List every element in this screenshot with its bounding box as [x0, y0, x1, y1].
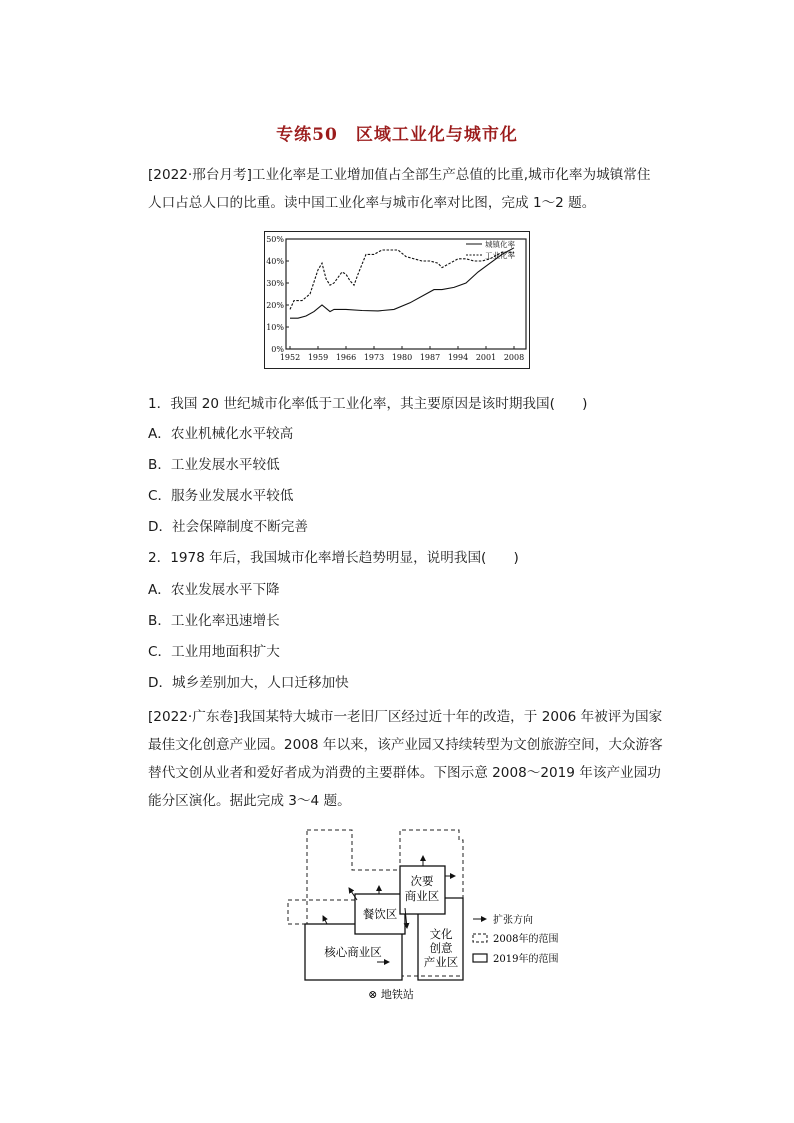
label-secondary-1: 次要 [410, 874, 434, 888]
intro-paragraph-2 [148, 703, 664, 815]
y-tick-label: 0% [271, 345, 284, 354]
metro-station-label: ⊗ 地铁站 [368, 988, 414, 1001]
y-tick-label: 50% [266, 235, 284, 244]
y-tick-label: 10% [266, 323, 284, 332]
intro-source-1: [2022·邢台月考] [148, 167, 252, 183]
legend-2008-swatch [473, 934, 487, 942]
x-tick-label: 1973 [363, 353, 385, 362]
x-tick-label: 1994 [447, 353, 469, 362]
intro-text-2: 我国某特大城市一老旧厂区经过近十年的改造，于 2006 年被评为国家最佳文化创意产业园。2008 年以来，该产业园又持续转型为文创旅游空间，大众游客替代文创从业者和爱好者成为消费的主要群体。下图示意 2008～2019 年该产业园功能分区演化。据此完成 3～4 题。 [148, 709, 663, 809]
intro-text-1: 工业化率是工业增加值占全部生产总值的比重,城市化率为城镇常住人口占总人口的比重。读中国工业化率与城市化率对比图，完成 1～2 题。 [148, 167, 651, 211]
question-2-option-c[interactable]: C．工业用地面积扩大 [148, 644, 280, 660]
legend-2019-swatch [473, 954, 487, 962]
x-tick-label: 1952 [279, 353, 301, 362]
legend-arrow-label: 扩张方向 [493, 915, 533, 926]
question-2-option-d[interactable]: D．城乡差别加大，人口迁移加快 [148, 675, 349, 691]
question-1-option-b[interactable]: B．工业发展水平较低 [148, 457, 280, 473]
label-dining: 餐饮区 [362, 907, 398, 921]
x-tick-label: 1959 [307, 353, 329, 362]
y-tick-label: 40% [266, 257, 284, 266]
label-creative-3: 产业区 [423, 955, 459, 969]
label-creative-1: 文化 [429, 927, 453, 941]
y-tick-label: 20% [266, 301, 284, 310]
question-1-option-c[interactable]: C．服务业发展水平较低 [148, 488, 294, 504]
x-tick-label: 1987 [419, 353, 441, 362]
intro-paragraph-1 [148, 161, 664, 217]
y-tick-label: 30% [266, 279, 284, 288]
zone-diagram-svg [285, 828, 570, 1004]
label-creative-2: 创意 [429, 941, 453, 955]
label-secondary-2: 商业区 [404, 889, 440, 903]
question-1-stem: 1．我国 20 世纪城市化率低于工业化率，其主要原因是该时期我国( ) [148, 396, 588, 412]
x-tick-label: 1966 [335, 353, 357, 362]
question-1-option-a[interactable]: A．农业机械化水平较高 [148, 426, 294, 442]
question-2-stem: 2．1978 年后，我国城市化率增长趋势明显，说明我国( ) [148, 550, 519, 566]
intro-source-2: [2022·广东卷] [148, 709, 239, 725]
legend-2008-label: 2008年的范围 [493, 934, 559, 945]
legend-label-2: 工业化率 [485, 251, 515, 260]
series-line-1 [290, 248, 514, 318]
x-tick-label: 2001 [475, 353, 497, 362]
x-tick-label: 1980 [391, 353, 413, 362]
x-tick-label: 2008 [503, 353, 525, 362]
question-2-option-b[interactable]: B．工业化率迅速增长 [148, 613, 280, 629]
legend-label-1: 城镇化率 [485, 240, 515, 249]
question-1-option-d[interactable]: D．社会保障制度不断完善 [148, 519, 308, 535]
legend-2019-label: 2019年的范围 [493, 954, 559, 965]
zone-diagram [285, 828, 570, 1004]
arrow-core-up [323, 916, 327, 924]
line-chart [264, 231, 530, 369]
series-line-2 [290, 250, 514, 309]
chart-svg [264, 231, 530, 369]
page-title: 专练50 区域工业化与城市化 [276, 125, 518, 145]
label-core: 核心商业区 [324, 945, 382, 959]
boundary-2008-left [288, 900, 355, 924]
question-2-option-a[interactable]: A．农业发展水平下降 [148, 582, 280, 598]
